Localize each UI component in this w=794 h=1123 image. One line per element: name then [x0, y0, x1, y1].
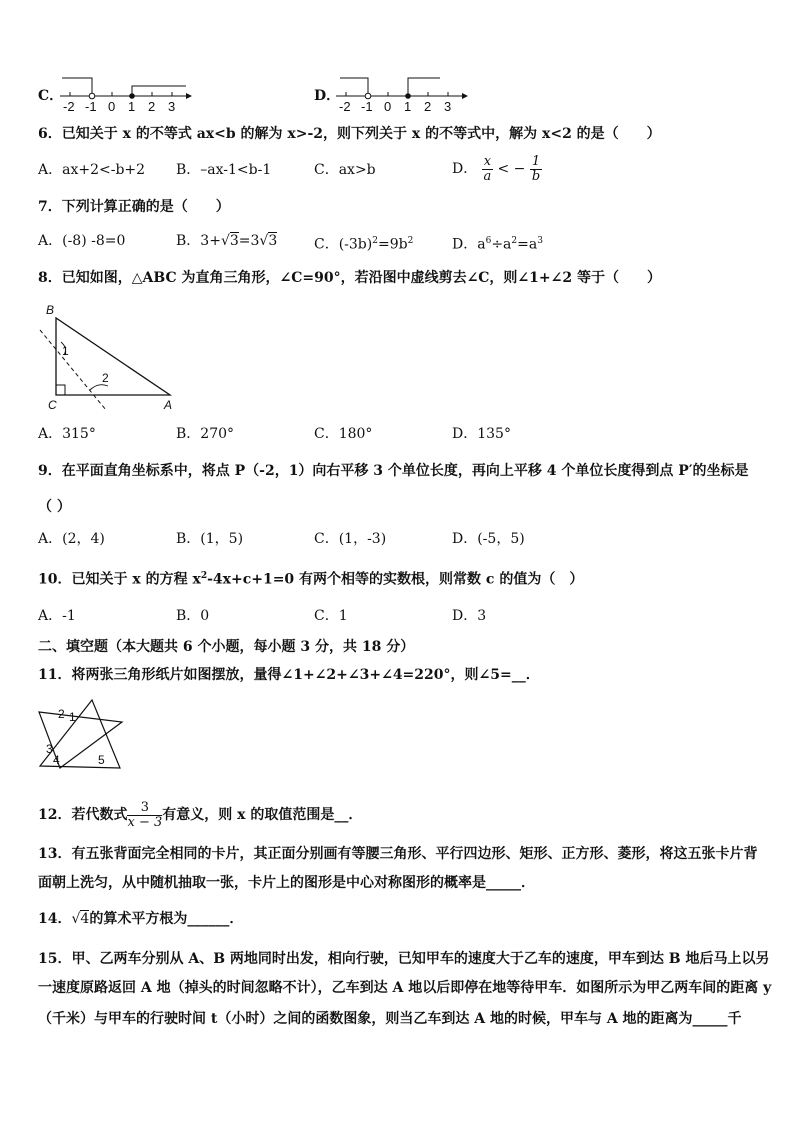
sqrt-symbol: √ — [259, 233, 269, 249]
tick-label: 1 — [404, 99, 412, 114]
expr: =9b — [377, 236, 408, 253]
stem-text: 有意义，则 x 的取值范围是__． — [162, 807, 363, 823]
exponent: 2 — [407, 236, 414, 246]
fraction — [482, 155, 493, 184]
q6-stem: 6．已知关于 x 的不等式 ax<b 的解为 x>-2，则下列关于 x 的不等式中，解为 x<2 的是（ ） — [38, 126, 661, 142]
stem-text: 10．已知关于 x 的方程 x — [38, 571, 201, 588]
q9-stem: 9．在平面直角坐标系中，将点 P（-2，1）向右平移 3 个单位长度，再向上平移 4 个单位长度得到点 P′的坐标是 — [38, 463, 749, 479]
expr: ÷a — [491, 236, 512, 253]
radicand: 3 — [268, 233, 278, 249]
angle-label-5: 5 — [98, 753, 105, 767]
exponent: 2 — [511, 236, 518, 246]
q5-option-d-numberline — [334, 74, 468, 114]
q8-option-d: D．135° — [452, 426, 511, 442]
angle-label-4: 4 — [53, 753, 60, 767]
radicand: 3 — [229, 233, 239, 249]
denominator: a — [483, 168, 492, 184]
tick-label: 3 — [444, 99, 452, 114]
q10-option-b: B．0 — [176, 608, 210, 624]
q14-stem — [38, 909, 243, 929]
exponent: 2 — [200, 571, 208, 581]
tick-label: 3 — [168, 99, 176, 114]
q15-stem-line3: （千米）与甲车的行驶时间 t（小时）之间的函数图象，则当乙车到达 A 地的时候，甲车与 A 地的距离为_____千 — [38, 1011, 742, 1027]
q8-stem: 8．已知如图，△ABC 为直角三角形，∠C=90°，若沿图中虚线剪去∠C，则∠1+∠2 等于（ ） — [38, 270, 661, 286]
fraction — [530, 155, 542, 184]
q13-stem-line1: 13．有五张背面完全相同的卡片，其正面分别画有等腰三角形、平行四边形、矩形、正方形、菱形，将这五张卡片背 — [38, 846, 758, 862]
fraction — [127, 801, 162, 830]
q11-stem: 11．将两张三角形纸片如图摆放，量得∠1+∠2+∠3+∠4=220°，则∠5=__． — [38, 667, 540, 683]
sqrt-symbol: √ — [71, 911, 81, 927]
q6-option-b: B．–ax-1<b-1 — [176, 162, 272, 178]
q8-option-b: B．270° — [176, 426, 235, 442]
q7-option-c — [314, 231, 413, 255]
q6-option-d-label: D． — [452, 161, 478, 177]
tick-label: -2 — [63, 99, 75, 114]
numerator: 1 — [531, 153, 541, 169]
q6-option-a: A．ax+2<-b+2 — [38, 162, 146, 178]
radicand: 4 — [80, 911, 90, 927]
tick-label: -1 — [85, 99, 97, 114]
angle-label-1: 1 — [62, 344, 69, 358]
expr: =3 — [238, 233, 260, 249]
numerator: x — [483, 153, 492, 169]
stem-text: -4x+c+1=0 有两个相等的实数根，则常数 c 的值为（ ） — [207, 571, 584, 588]
q9-option-b: B．(1，5) — [176, 531, 244, 547]
tick-label: 2 — [424, 99, 432, 114]
exponent: 6 — [485, 236, 492, 246]
expr: B．3+ — [176, 233, 221, 249]
tick-label: 1 — [128, 99, 136, 114]
q9-option-c: C．(1，-3) — [314, 531, 387, 547]
exponent: 3 — [537, 236, 543, 246]
tick-label: -2 — [339, 99, 351, 114]
expr: C．(-3b) — [314, 236, 373, 253]
q11-overlapping-triangles-figure — [34, 696, 126, 774]
q5-option-d-label: D． — [314, 88, 341, 104]
q6-option-d — [452, 152, 542, 186]
q8-option-c: C．180° — [314, 426, 373, 442]
stem-text: 12．若代数式 — [38, 807, 128, 823]
q10-option-a: A．-1 — [38, 608, 76, 624]
q7-stem: 7．下列计算正确的是（ ） — [38, 199, 230, 215]
q5-option-c-label: C． — [38, 88, 64, 104]
stem-text: 14． — [38, 911, 72, 927]
expr: =a — [517, 236, 538, 253]
numerator: 3 — [127, 801, 162, 816]
operator: < − — [497, 161, 526, 177]
tick-label: 0 — [108, 99, 116, 114]
tick-label: -1 — [361, 99, 373, 114]
q8-right-triangle-figure — [34, 298, 184, 414]
q9-stem-continued: （ ） — [38, 499, 71, 515]
exponent: 2 — [372, 236, 378, 246]
section-heading: 二、填空题（本大题共 6 个小题，每小题 3 分，共 18 分） — [38, 639, 415, 655]
q12-stem — [38, 798, 362, 832]
q9-option-a: A．(2，4) — [38, 531, 105, 547]
angle-label-2: 2 — [58, 707, 65, 721]
angle-label-1: 1 — [69, 710, 76, 724]
q13-stem-line2: 面朝上洗匀，从中随机抽取一张，卡片上的图形是中心对称图形的概率是_____． — [38, 875, 535, 891]
vertex-label-c: C — [48, 398, 57, 412]
q5-option-c-numberline — [58, 74, 192, 114]
q9-option-d: D．(-5，5) — [452, 531, 525, 547]
tick-label: 0 — [384, 99, 392, 114]
sqrt-symbol: √ — [220, 233, 230, 249]
q15-stem-line1: 15．甲、乙两车分别从 A、B 两地同时出发，相向行驶，已知甲车的速度大于乙车的速度，甲车到达 B 地后马上以另 — [38, 951, 770, 967]
q7-option-a: A．(-8) -8=0 — [38, 233, 126, 249]
q10-option-c: C．1 — [314, 608, 348, 624]
tick-label: 2 — [148, 99, 156, 114]
q7-option-d — [452, 231, 543, 255]
q15-stem-line2: 一速度原路返回 A 地（掉头的时间忽略不计），乙车到达 A 地以后即停在地等待甲车．如图所示为甲乙两车间的距离 y — [38, 980, 772, 996]
stem-text: 的算术平方根为______． — [89, 911, 244, 927]
angle-label-3: 3 — [46, 742, 53, 756]
q7-option-b — [176, 231, 277, 251]
q6-option-c: C．ax>b — [314, 162, 376, 178]
q10-option-d: D．3 — [452, 608, 487, 624]
vertex-label-b: B — [46, 303, 55, 317]
denominator: b — [531, 168, 541, 184]
q10-stem — [38, 566, 583, 590]
expr: D．a — [452, 236, 486, 253]
vertex-label-a: A — [164, 398, 173, 412]
angle-label-2: 2 — [102, 371, 109, 385]
denominator: x − 3 — [127, 814, 163, 830]
q8-option-a: A．315° — [38, 426, 96, 442]
